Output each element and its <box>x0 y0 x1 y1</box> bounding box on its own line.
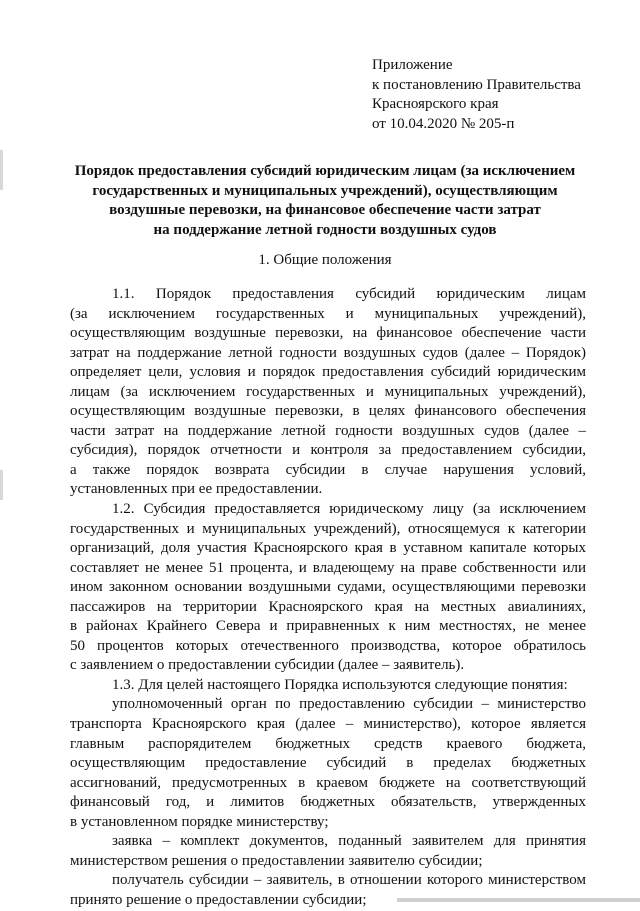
text-line: затрат на поддержание летной годности воздушных судов (далее – Порядок) <box>70 344 586 361</box>
document-title <box>60 162 590 240</box>
scan-edge-mark <box>0 470 3 500</box>
text-line: государственных и муниципальных учреждений), относящемуся к категории <box>70 520 586 537</box>
text-line: (за исключением государственных и муниципальных учреждений), <box>70 305 586 322</box>
text-line: лицам (за исключением государственных и муниципальных учреждений), <box>70 383 586 400</box>
appendix-line: Приложение <box>372 57 453 73</box>
definition-authorized-body <box>70 695 586 832</box>
paragraph-1-1 <box>70 285 586 500</box>
text-line: 1.2. Субсидия предоставляется юридическому лицу (за исключением <box>112 501 586 518</box>
title-line: государственных и муниципальных учреждений), осуществляющим <box>92 182 558 199</box>
text-line: организаций, доля участия Красноярского края в уставном капитале которых <box>70 540 586 557</box>
text-line: осуществляющим воздушные перевозки, на финансовое обеспечение части <box>70 325 586 342</box>
text-line: ином законном основании воздушными судами, осуществляющими перевозки <box>70 579 586 596</box>
scan-bottom-edge <box>397 898 640 902</box>
text-line: в установленном порядке министерству; <box>70 813 329 830</box>
text-line: 1.3. Для целей настоящего Порядка используются следующие понятия: <box>112 676 568 693</box>
text-line: в районах Крайнего Севера и приравненных к ним местностях, не менее <box>70 618 586 635</box>
text-line: части затрат на поддержание летной годности воздушных судов (далее – <box>70 422 586 439</box>
text-line: министерством решения о предоставлении заявителю субсидии; <box>70 852 483 869</box>
title-line: на поддержание летной годности воздушных судов <box>153 221 497 238</box>
text-line: получатель субсидии – заявитель, в отношении которого министерством <box>112 872 586 889</box>
text-line: транспорта Красноярского края (далее – министерство), которое является <box>70 716 586 733</box>
text-line: финансовый год, и лимитов бюджетных обязательств, утвержденных <box>70 794 586 811</box>
section-heading: 1. Общие положения <box>258 252 392 268</box>
scan-edge-mark <box>0 150 3 190</box>
text-line: установленных при ее предоставлении. <box>70 481 323 498</box>
text-line: осуществляющим воздушные перевозки, в целях финансового обеспечения <box>70 403 586 420</box>
appendix-line: от 10.04.2020 № 205-п <box>372 115 515 132</box>
text-line: субсидия), порядок отчетности и контроля за предоставлением субсидии, <box>70 442 586 459</box>
text-line: составляет не менее 51 процента, и владеющему на праве собственности или <box>70 559 586 576</box>
paragraph-1-2 <box>70 500 586 676</box>
text-line: определяет цели, условия и порядок предоставления субсидий юридическим <box>70 364 586 381</box>
text-line: ассигнований, предусмотренных в краевом бюджете на соответствующий <box>70 774 586 791</box>
appendix-line: Красноярского края <box>372 96 499 112</box>
body-text <box>70 285 586 911</box>
title-line: воздушные перевозки, на финансовое обеспечение части затрат <box>109 202 541 218</box>
paragraph-1-3 <box>70 676 586 696</box>
appendix-line: к постановлению Правительства <box>372 76 581 93</box>
text-line: осуществляющим предоставление субсидий в пределах бюджетных <box>70 755 586 772</box>
text-line: заявка – комплект документов, поданный заявителем для принятия <box>112 833 586 850</box>
text-line: принято решение о предоставлении субсидии; <box>70 891 367 908</box>
text-line: 1.1. Порядок предоставления субсидий юридическим лицам <box>112 286 586 302</box>
title-line: Порядок предоставления субсидий юридическим лицам (за исключением <box>74 163 576 179</box>
text-line: пассажиров на территории Красноярского края на местных авиалиниях, <box>70 598 586 615</box>
text-line: а также порядок возврата субсидии в случае нарушения условий, <box>70 461 586 478</box>
text-line: с заявлением о предоставлении субсидии (далее – заявитель). <box>70 657 465 674</box>
text-line: главным распорядителем бюджетных средств краевого бюджета, <box>70 735 586 752</box>
appendix-block <box>372 56 581 134</box>
definition-application <box>70 832 586 871</box>
text-line: 50 процентов которых отечественного производства, которое обратилось <box>70 637 586 654</box>
text-line: уполномоченный орган по предоставлению субсидии – министерство <box>112 696 586 713</box>
